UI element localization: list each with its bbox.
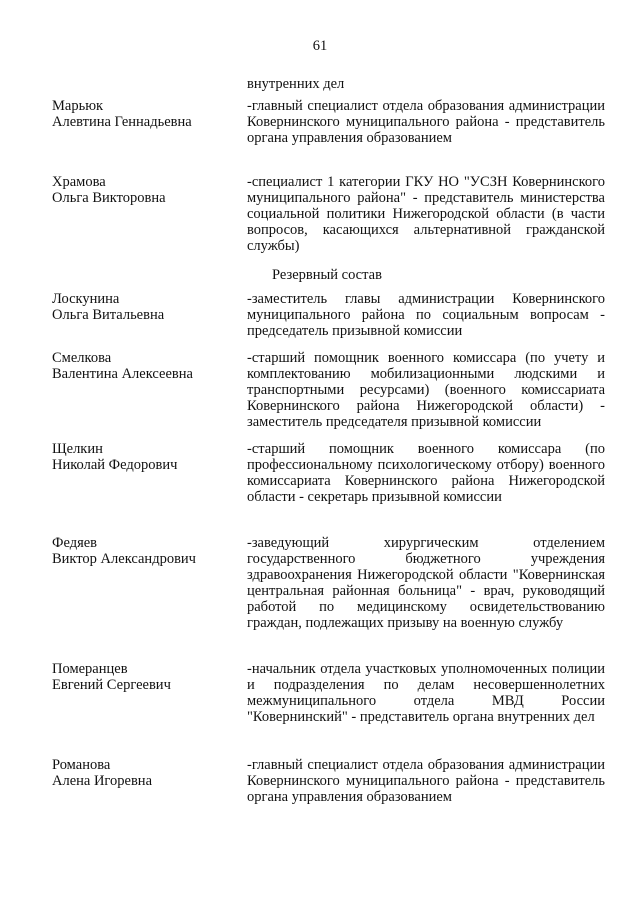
member-given-name: Евгений Сергеевич	[52, 677, 171, 693]
member-role: -старший помощник военного комиссара (по учету и комплектованию мобилизационными людскими и транспортными ресурсами) (военного комиссариата Ковернинского района Нижегородской области) - заместитель председателя призывной комиссии	[247, 350, 605, 430]
member-given-name: Николай Федорович	[52, 457, 178, 473]
member-name	[52, 535, 242, 567]
member-role: -начальник отдела участковых уполномоченных полиции и подразделения по делам несовершеннолетних межмуниципального отдела МВД России "Ковернинский" - представитель органа внутренних дел	[247, 661, 605, 725]
member-surname: Марьюк	[52, 98, 104, 114]
member-role: -заместитель главы администрации Ковернинского муниципального района по социальным вопросам - председатель призывной комиссии	[247, 291, 605, 339]
member-given-name: Алена Игоревна	[52, 773, 152, 789]
member-given-name: Ольга Витальевна	[52, 307, 165, 323]
member-surname: Романова	[52, 757, 111, 773]
member-surname: Храмова	[52, 174, 106, 190]
section-title: Резервный состав	[272, 267, 382, 283]
member-name	[52, 350, 242, 382]
member-given-name: Валентина Алексеевна	[52, 366, 193, 382]
member-surname: Лоскунина	[52, 291, 120, 307]
member-name	[52, 661, 242, 693]
member-surname: Федяев	[52, 535, 98, 551]
member-name	[52, 757, 242, 789]
member-role: -заведующий хирургическим отделением государственного бюджетного учреждения здравоохранения Нижегородской области "Ковернинская центральная районная больница" - врач, руководящий работой по медицинскому освидетельствованию граждан, подлежащих призыву на военную службу	[247, 535, 605, 631]
member-given-name: Виктор Александрович	[52, 551, 196, 567]
member-given-name: Ольга Викторовна	[52, 190, 166, 206]
member-given-name: Алевтина Геннадьевна	[52, 114, 192, 130]
member-surname: Померанцев	[52, 661, 128, 677]
member-surname: Смелкова	[52, 350, 112, 366]
member-role: -главный специалист отдела образования администрации Ковернинского муниципального района - представитель органа управления образованием	[247, 757, 605, 805]
member-name	[52, 441, 242, 473]
carryover-text: внутренних дел	[247, 76, 345, 92]
member-name	[52, 174, 242, 206]
member-surname: Щелкин	[52, 441, 103, 457]
member-name	[52, 291, 242, 323]
member-role: -главный специалист отдела образования администрации Ковернинского муниципального района - представитель органа управления образованием	[247, 98, 605, 146]
member-name	[52, 98, 242, 130]
page-number: 61	[312, 38, 328, 54]
member-role: -специалист 1 категории ГКУ НО "УСЗН Ковернинского муниципального района" - представитель министерства социальной политики Нижегородской области (в части вопросов, касающихся альтернативной гражданской службы)	[247, 174, 605, 254]
member-role: -старший помощник военного комиссара (по профессиональному психологическому отбору) военного комиссариата Ковернинского района Нижегородской области - секретарь призывной комиссии	[247, 441, 605, 505]
